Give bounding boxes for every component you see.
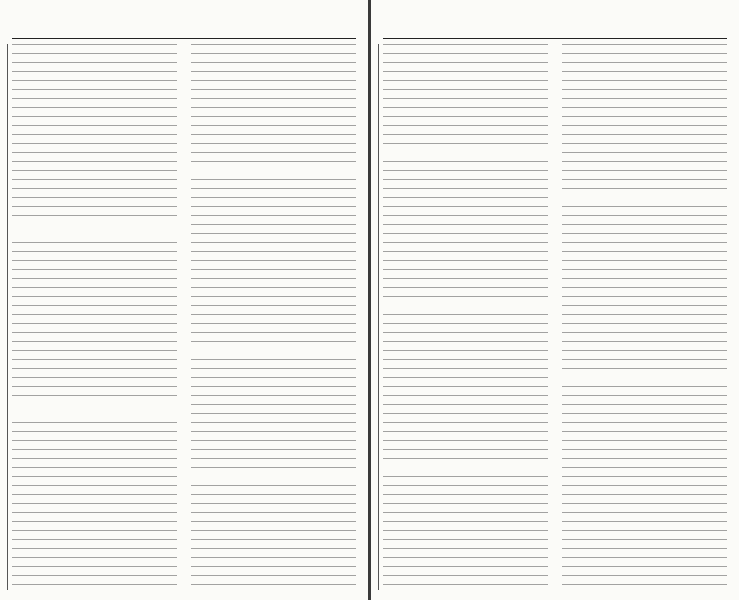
left-page-body bbox=[12, 44, 356, 590]
right-page bbox=[371, 0, 739, 600]
left-page-column-right bbox=[191, 44, 356, 590]
right-page-header bbox=[383, 10, 727, 39]
left-page-header bbox=[12, 10, 356, 39]
left-page bbox=[0, 0, 368, 600]
right-page-body bbox=[383, 44, 727, 590]
left-page-column-left bbox=[12, 44, 177, 590]
right-page-column-right bbox=[562, 44, 727, 590]
right-page-column-left bbox=[383, 44, 548, 590]
